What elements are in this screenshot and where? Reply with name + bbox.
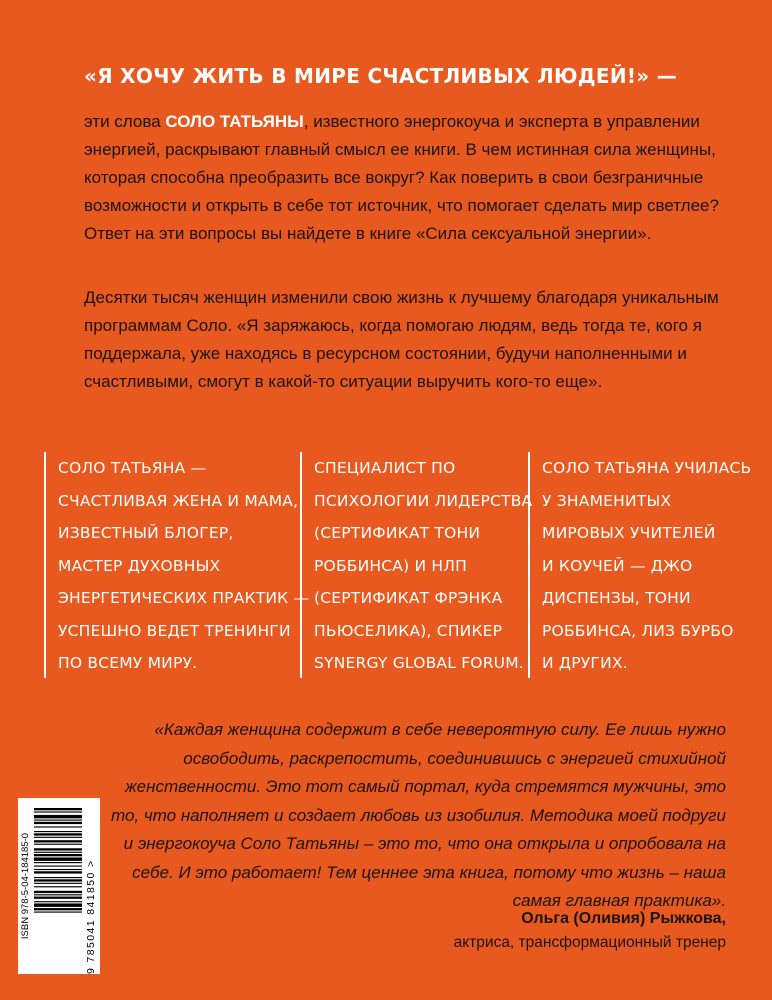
barcode-stripe [34,908,82,910]
barcode [18,798,100,974]
endorser-name: Ольга (Оливия) Рыжкова, [521,910,726,927]
barcode-stripe [34,808,82,810]
barcode-stripe [34,891,82,893]
barcode-stripe [34,866,82,867]
barcode-stripe [34,840,82,842]
barcode-stripe [34,901,82,902]
bio-column-3 [528,452,751,678]
barcode-stripe [34,857,82,860]
barcode-stripe [34,811,82,812]
barcode-stripe [34,912,82,913]
barcode-stripe [34,879,82,881]
bio-line: ИЗВЕСТНЫЙ БЛОГЕР, [58,524,234,542]
bio-line: (СЕРТИФИКАТ ФРЭНКА [314,589,503,607]
intro-before: эти слова [84,112,166,131]
barcode-stripe [34,886,82,887]
barcode-stripe [34,869,82,870]
barcode-stripe [34,903,82,906]
bio-line: ДИСПЕНЗЫ, ТОНИ [542,589,691,607]
barcode-stripe [34,826,82,827]
bio-line: РОББИНСА) И НЛП [314,556,467,575]
bio-line: МИРОВЫХ УЧИТЕЛЕЙ [542,524,716,542]
bio-line: СОЛО ТАТЬЯНА — [58,459,207,477]
barcode-digits: 9 785041 841850 > [85,859,97,974]
testimonial-paragraph: Десятки тысяч женщин изменили свою жизнь к лучшему благодаря уникальным программам Соло. «Я заряжаюсь, когда помогаю людям, ведь тогда те, кого я поддержала, уже находясь в ресурсном состоянии, будучи наполненными и счастливыми, смогут в какой-то ситуации выручить кого-то еще». [84,288,719,391]
bio-line: СОЛО ТАТЬЯНА УЧИЛАСЬ [542,459,752,477]
barcode-stripe [34,820,82,821]
barcode-stripe [34,831,82,832]
endorsement-quote: «Каждая женщина содержит в себе невероятную силу. Ее лишь нужно освободить, раскрепостить, соединившись с энергией стихийной женственности. Это тот самый портал, куда стремятся мужчины, это то, что наполняет и создает любовь из изобилия. Методика моей подруги и энергокоуча Соло Татьяны – это то, что она открыла и опробовала на себе. И это работает! Тем ценнее эта книга, потому что жизнь – наша самая главная практика». [111,720,726,910]
bio-column-2 [300,452,532,678]
bio-line: SYNERGY GLOBAL FORUM. [314,654,524,672]
headline: «Я ХОЧУ ЖИТЬ В МИРЕ СЧАСТЛИВЫХ ЛЮДЕЙ!» — [84,64,678,88]
barcode-stripe [34,854,82,856]
bio-line: (СЕРТИФИКАТ ТОНИ [314,524,481,542]
author-name-highlight: СОЛО ТАТЬЯНЫ [165,112,304,131]
bio-line: РОББИНСА, ЛИЗ БУРБО [542,621,734,640]
bio-line: У ЗНАМЕНИТЫХ [542,491,672,510]
barcode-stripe [34,883,82,884]
bio-line: И ДРУГИХ. [542,654,628,672]
barcode-stripe [34,852,82,853]
barcode-stripe [34,815,82,818]
bio-line: УСПЕШНО ВЕДЕТ ТРЕНИНГИ [58,621,291,640]
endorser-role: актриса, трансформационный тренер [453,934,726,951]
barcode-bars [34,806,82,954]
barcode-stripe [34,837,82,838]
bio-line: СПЕЦИАЛИСТ ПО [314,459,456,477]
barcode-stripe [34,833,82,835]
barcode-stripe [34,877,82,878]
intro-after: , известного энергокоуча и эксперта в управлении энергией, раскрывают главный смысл ее книги. В чем истинная сила женщины, которая способна преобразить все вокруг? Как поверить в свои безграничные возможности и открыть в себе тот источник, что помогает сделать мир светлее? Ответ на эти вопросы вы найдете в книге «Сила сексуальной энергии». [84,112,719,243]
isbn-text: ISBN 978-5-04-184185-0 [20,832,31,940]
barcode-stripe [34,848,82,850]
intro-paragraph [84,108,744,248]
bio-line: МАСТЕР ДУХОВНЫХ [58,556,221,575]
bio-line: ЭНЕРГЕТИЧЕСКИХ ПРАКТИК — [58,589,310,607]
bio-column-1 [44,452,309,678]
barcode-stripe [34,871,82,873]
bio-line: ПЬЮСЕЛИКА), СПИКЕР [314,621,503,640]
bio-line: ПО ВСЕМУ МИРУ. [58,654,198,672]
bio-line: СЧАСТЛИВАЯ ЖЕНА И МАМА, [58,491,299,510]
bio-line: ПСИХОЛОГИИ ЛИДЕРСТВА [314,491,533,510]
barcode-stripe [34,894,82,895]
barcode-stripe [34,897,82,899]
bio-line: И КОУЧЕЙ — ДЖО [542,556,693,575]
barcode-stripe [34,822,82,824]
barcode-stripe [34,844,82,845]
barcode-stripe [34,862,82,863]
